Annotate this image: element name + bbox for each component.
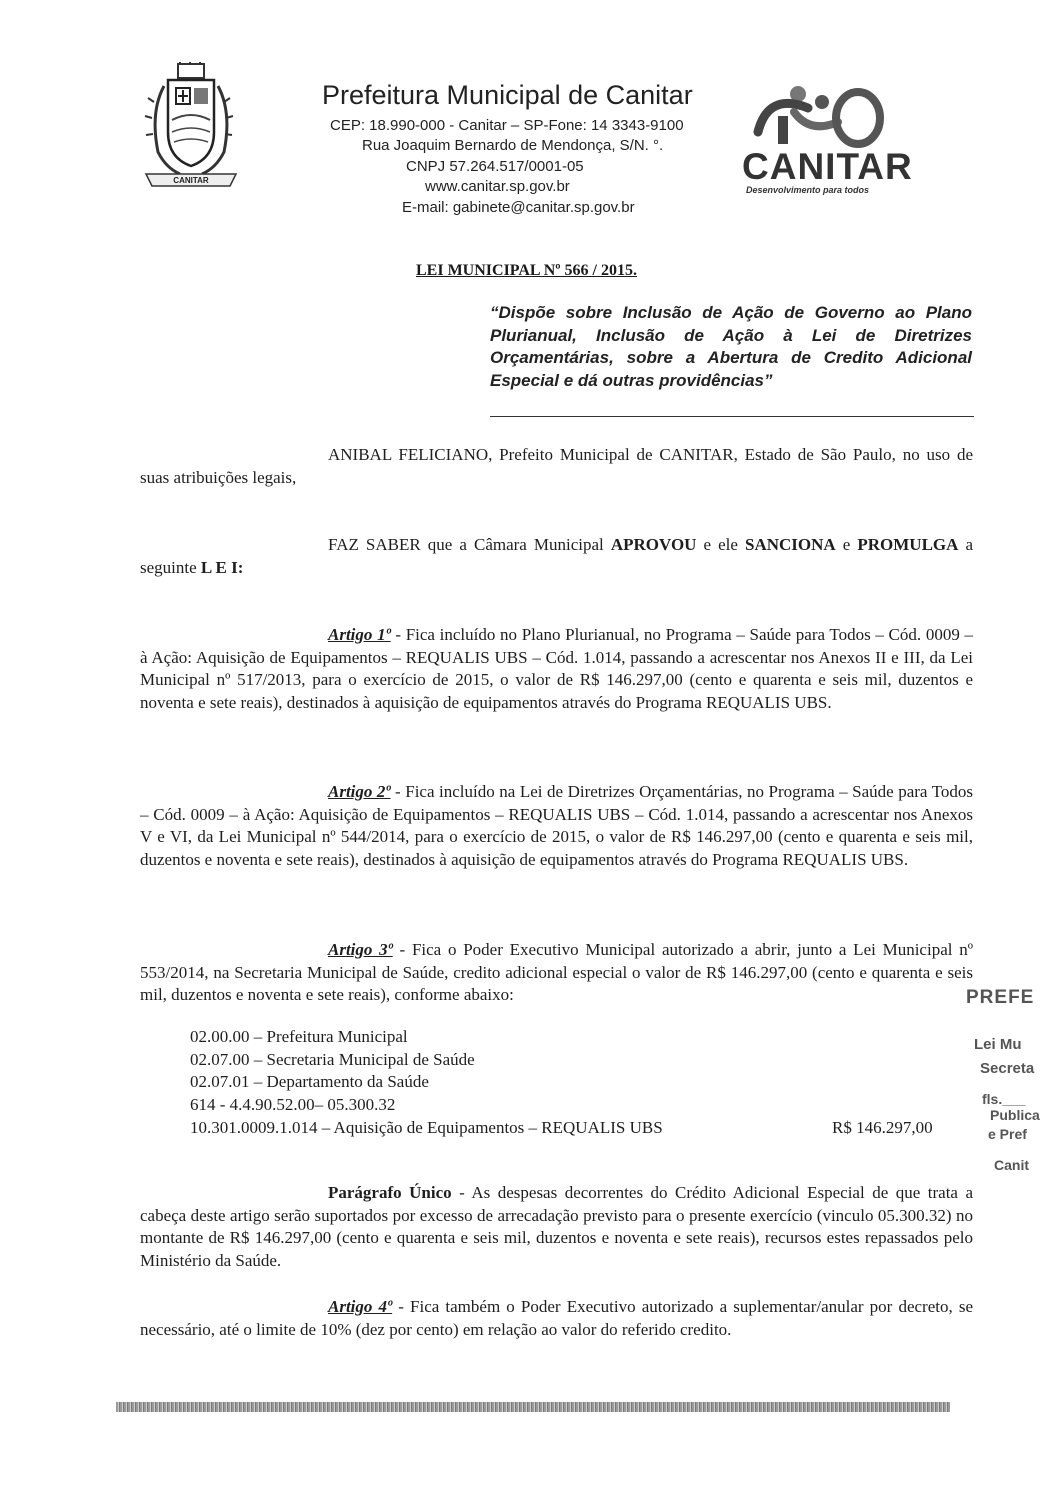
enact-sanctions: SANCIONA [745,535,836,554]
ementa-rule [490,416,974,417]
stamp-line: Lei Mu [974,1036,1022,1053]
stamp-line: Secreta [980,1060,1035,1077]
header-title: Prefeitura Municipal de Canitar [322,80,693,110]
header-website: www.canitar.sp.gov.br [425,178,570,195]
enact-approved: APROVOU [610,535,697,554]
article-1 [140,624,973,714]
sole-paragraph-label: Parágrafo Único [328,1183,452,1202]
budget-line: 02.07.01 – Departamento da Saúde [190,1072,429,1091]
stamp-line: Publica [990,1107,1040,1123]
budget-line: 02.00.00 – Prefeitura Municipal [190,1027,408,1046]
article-2-text: - Fica incluído na Lei de Diretrizes Orçamentárias, no Programa – Saúde para Todos – Cód. 0009 – à Ação: Aquisição de Equipamentos – REQUALIS UBS – Cód. 1.014, passando a acrescentar nos Anexos V e VI, da Lei Municipal nº 544/2014, para o exercício de 2015, o valor de R$ 146.297,00 (cento e quarenta e seis mil, duzentos e noventa e sete reais), destinados à aquisição de equipamentos através do Programa REQUALIS UBS. [140,782,974,869]
logo-wordmark: CANITAR [742,146,913,187]
article-1-text: - Fica incluído no Plano Plurianual, no Programa – Saúde para Todos – Cód. 0009 – à Ação: Aquisição de Equipamentos – REQUALIS UBS – Cód. 1.014, passando a acrescentar nos Anexos II e III, da Lei Municipal nº 517/2013, para o exercício de 2015, o valor de R$ 146.297,00 (cento e quarenta e seis mil, duzentos e noventa e sete reais), destinados à aquisição de equipamentos através do Programa REQUALIS UBS. [140,625,974,712]
law-ementa: “Dispõe sobre Inclusão de Ação de Governo ao Plano Plurianual, Inclusão de Ação à Lei de Diretrizes Orçamentárias, sobre a Abertura de Credito Adicional Especial e dá outras providências” [490,303,972,390]
budget-line: 02.07.00 – Secretaria Municipal de Saúde [190,1050,475,1069]
preamble-text: ANIBAL FELICIANO, Prefeito Municipal de CANITAR, Estado de São Paulo, no uso de suas atribuições legais, [140,445,973,487]
article-4 [140,1296,973,1341]
enact-text-2: e ele [696,535,745,554]
header-cep-phone: CEP: 18.990-000 - Canitar – SP-Fone: 14 3343-9100 [330,117,684,134]
article-4-text: - Fica também o Poder Executivo autorizado a suplementar/anular por decreto, se necessário, até o limite de 10% (dez por cento) em relação ao valor do referido credito. [140,1297,974,1339]
header-cnpj: CNPJ 57.264.517/0001-05 [406,158,584,175]
enact-text-4: a seguinte [140,535,974,577]
stamp-line: PREFE [966,987,1035,1008]
article-3-text: - Fica o Poder Executivo Municipal autorizado a abrir, junto a Lei Municipal nº 553/2014, na Secretaria Municipal de Saúde, credito adicional especial o valor de R$ 146.297,00 (cento e quarenta e seis mil, duzentos e noventa e sete reais), conforme abaixo: [140,940,973,1004]
stamp-line: Canit [994,1157,1029,1173]
law-title: LEI MUNICIPAL Nº 566 / 2015. [416,262,637,279]
article-4-label: Artigo 4º [328,1297,393,1316]
budget-amount: R$ 146.297,00 [832,1118,933,1137]
article-3 [140,939,973,1007]
stamp-line: e Pref [988,1126,1027,1142]
enactment [140,534,973,579]
article-1-label: Artigo 1º [328,625,391,644]
header-address: Rua Joaquim Bernardo de Mendonça, S/N. °. [362,137,664,154]
budget-line: 614 - 4.4.90.52.00– 05.300.32 [190,1095,396,1114]
sole-paragraph-text: - As despesas decorrentes do Crédito Adicional Especial de que trata a cabeça deste artigo serão suportados por excesso de arrecadação previsto para o presente exercício (vinculo 05.300.32) no montante de R$ 146.297,00 (cento e quarenta e seis mil, duzentos e noventa e sete reais), recursos estes repassados pelo Ministério da Saúde. [140,1183,974,1270]
municipal-crest [140,62,242,194]
enact-text-3: e [835,535,858,554]
header-email: E-mail: gabinete@canitar.sp.gov.br [402,199,635,216]
enact-text-1: FAZ SABER que a Câmara Municipal [328,535,611,554]
enact-law: L E I: [200,557,244,577]
footer-bar [116,1402,950,1412]
enact-promulgates: PROMULGA [857,535,959,554]
logo-tagline: Desenvolvimento para todos [746,185,870,195]
article-3-label: Artigo 3º [328,940,393,959]
budget-line: 10.301.0009.1.014 – Aquisição de Equipamentos – REQUALIS UBS [190,1118,663,1137]
article-2-label: Artigo 2º [328,782,391,801]
sole-paragraph [140,1182,973,1272]
stamp-line: fls.___ [982,1091,1026,1107]
preamble [140,444,973,489]
article-2 [140,781,973,871]
crest-ribbon-text: CANITAR [173,176,209,185]
